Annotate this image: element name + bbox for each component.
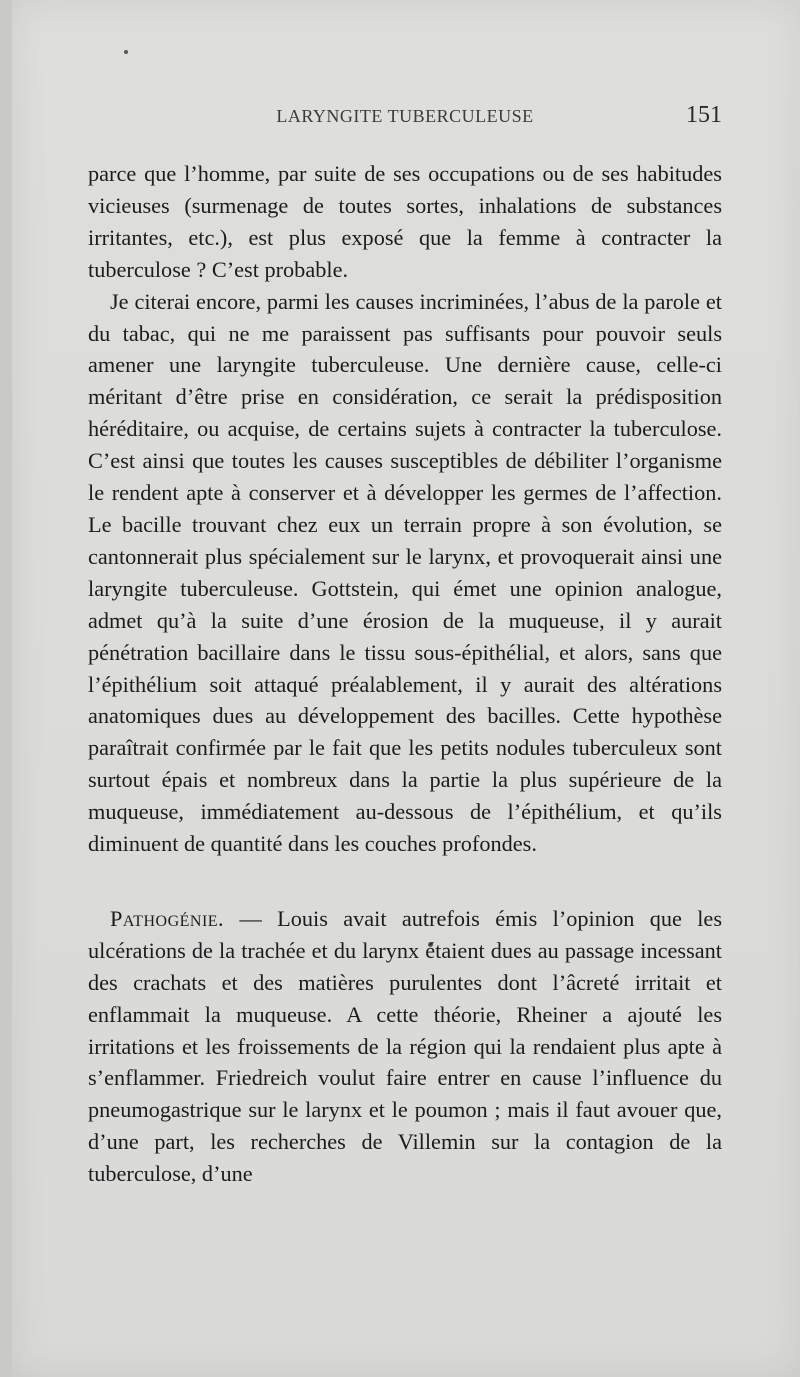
- section-text: — Louis avait autrefois émis l’opinion que les ulcérations de la trachée et du larynx étaient dues au passage incessant des crachats et des matières purulentes dont l’âcreté irritait et enflammait la muqueuse. A cette théorie, Rheiner a ajouté les irritations et les froissements de la région qui la rendaient plus apte à s’enflammer. Friedreich voulut faire entrer en cause l’influence du pneumogastrique sur le larynx et le poumon ; mais il faut avouer que, d’une part, les recherches de Villemin sur la contagion de la tuberculose, d’une: [88, 905, 722, 1187]
- section-heading: Pathogénie.: [110, 905, 225, 931]
- page-number: 151: [686, 102, 722, 128]
- paragraph: Je citerai encore, parmi les causes incriminées, l’abus de la parole et du tabac, qui ne me paraissent pas suffisants pour pouvoir seuls amener une laryngite tuberculeuse. Une dernière cause, celle-ci méritant d’être prise en considération, ce serait la prédisposition héréditaire, ou acquise, de certains sujets à contracter la tuberculose. C’est ainsi que toutes les causes susceptibles de débiliter l’organisme le rendent apte à conserver et à développer les germes de l’affection. Le bacille trouvant chez eux un terrain propre à son évolution, se cantonnerait plus spécialement sur le larynx, et provoquerait ainsi une laryngite tuberculeuse. Gottstein, qui émet une opinion analogue, admet qu’à la suite d’une érosion de la muqueuse, il y aurait pénétration bacillaire dans le tissu sous-épithélial, et alors, sans que l’épithélium soit attaqué préalablement, il y aurait des altérations anatomiques dues au développement des bacilles. Cette hypothèse paraîtrait confirmée par le fait que les petits nodules tuberculeux sont surtout épais et nombreux dans la partie la plus supérieure de la muqueuse, immédiatement au-dessous de l’épithélium, et qu’ils diminuent de quantité dans les couches profondes.: [88, 288, 722, 857]
- running-title: LARYNGITE TUBERCULEUSE: [276, 106, 534, 126]
- page-header: [88, 102, 722, 136]
- paragraph: parce que l’homme, par suite de ses occupations ou de ses habitudes vicieuses (surmenage de toutes sortes, inhalations de substances irritantes, etc.), est plus exposé que la femme à contracter la tuberculose ? C’est probable.: [88, 161, 722, 282]
- speck-mark: [124, 50, 128, 54]
- section-paragraph: [88, 903, 722, 1190]
- body-text: [88, 158, 722, 1190]
